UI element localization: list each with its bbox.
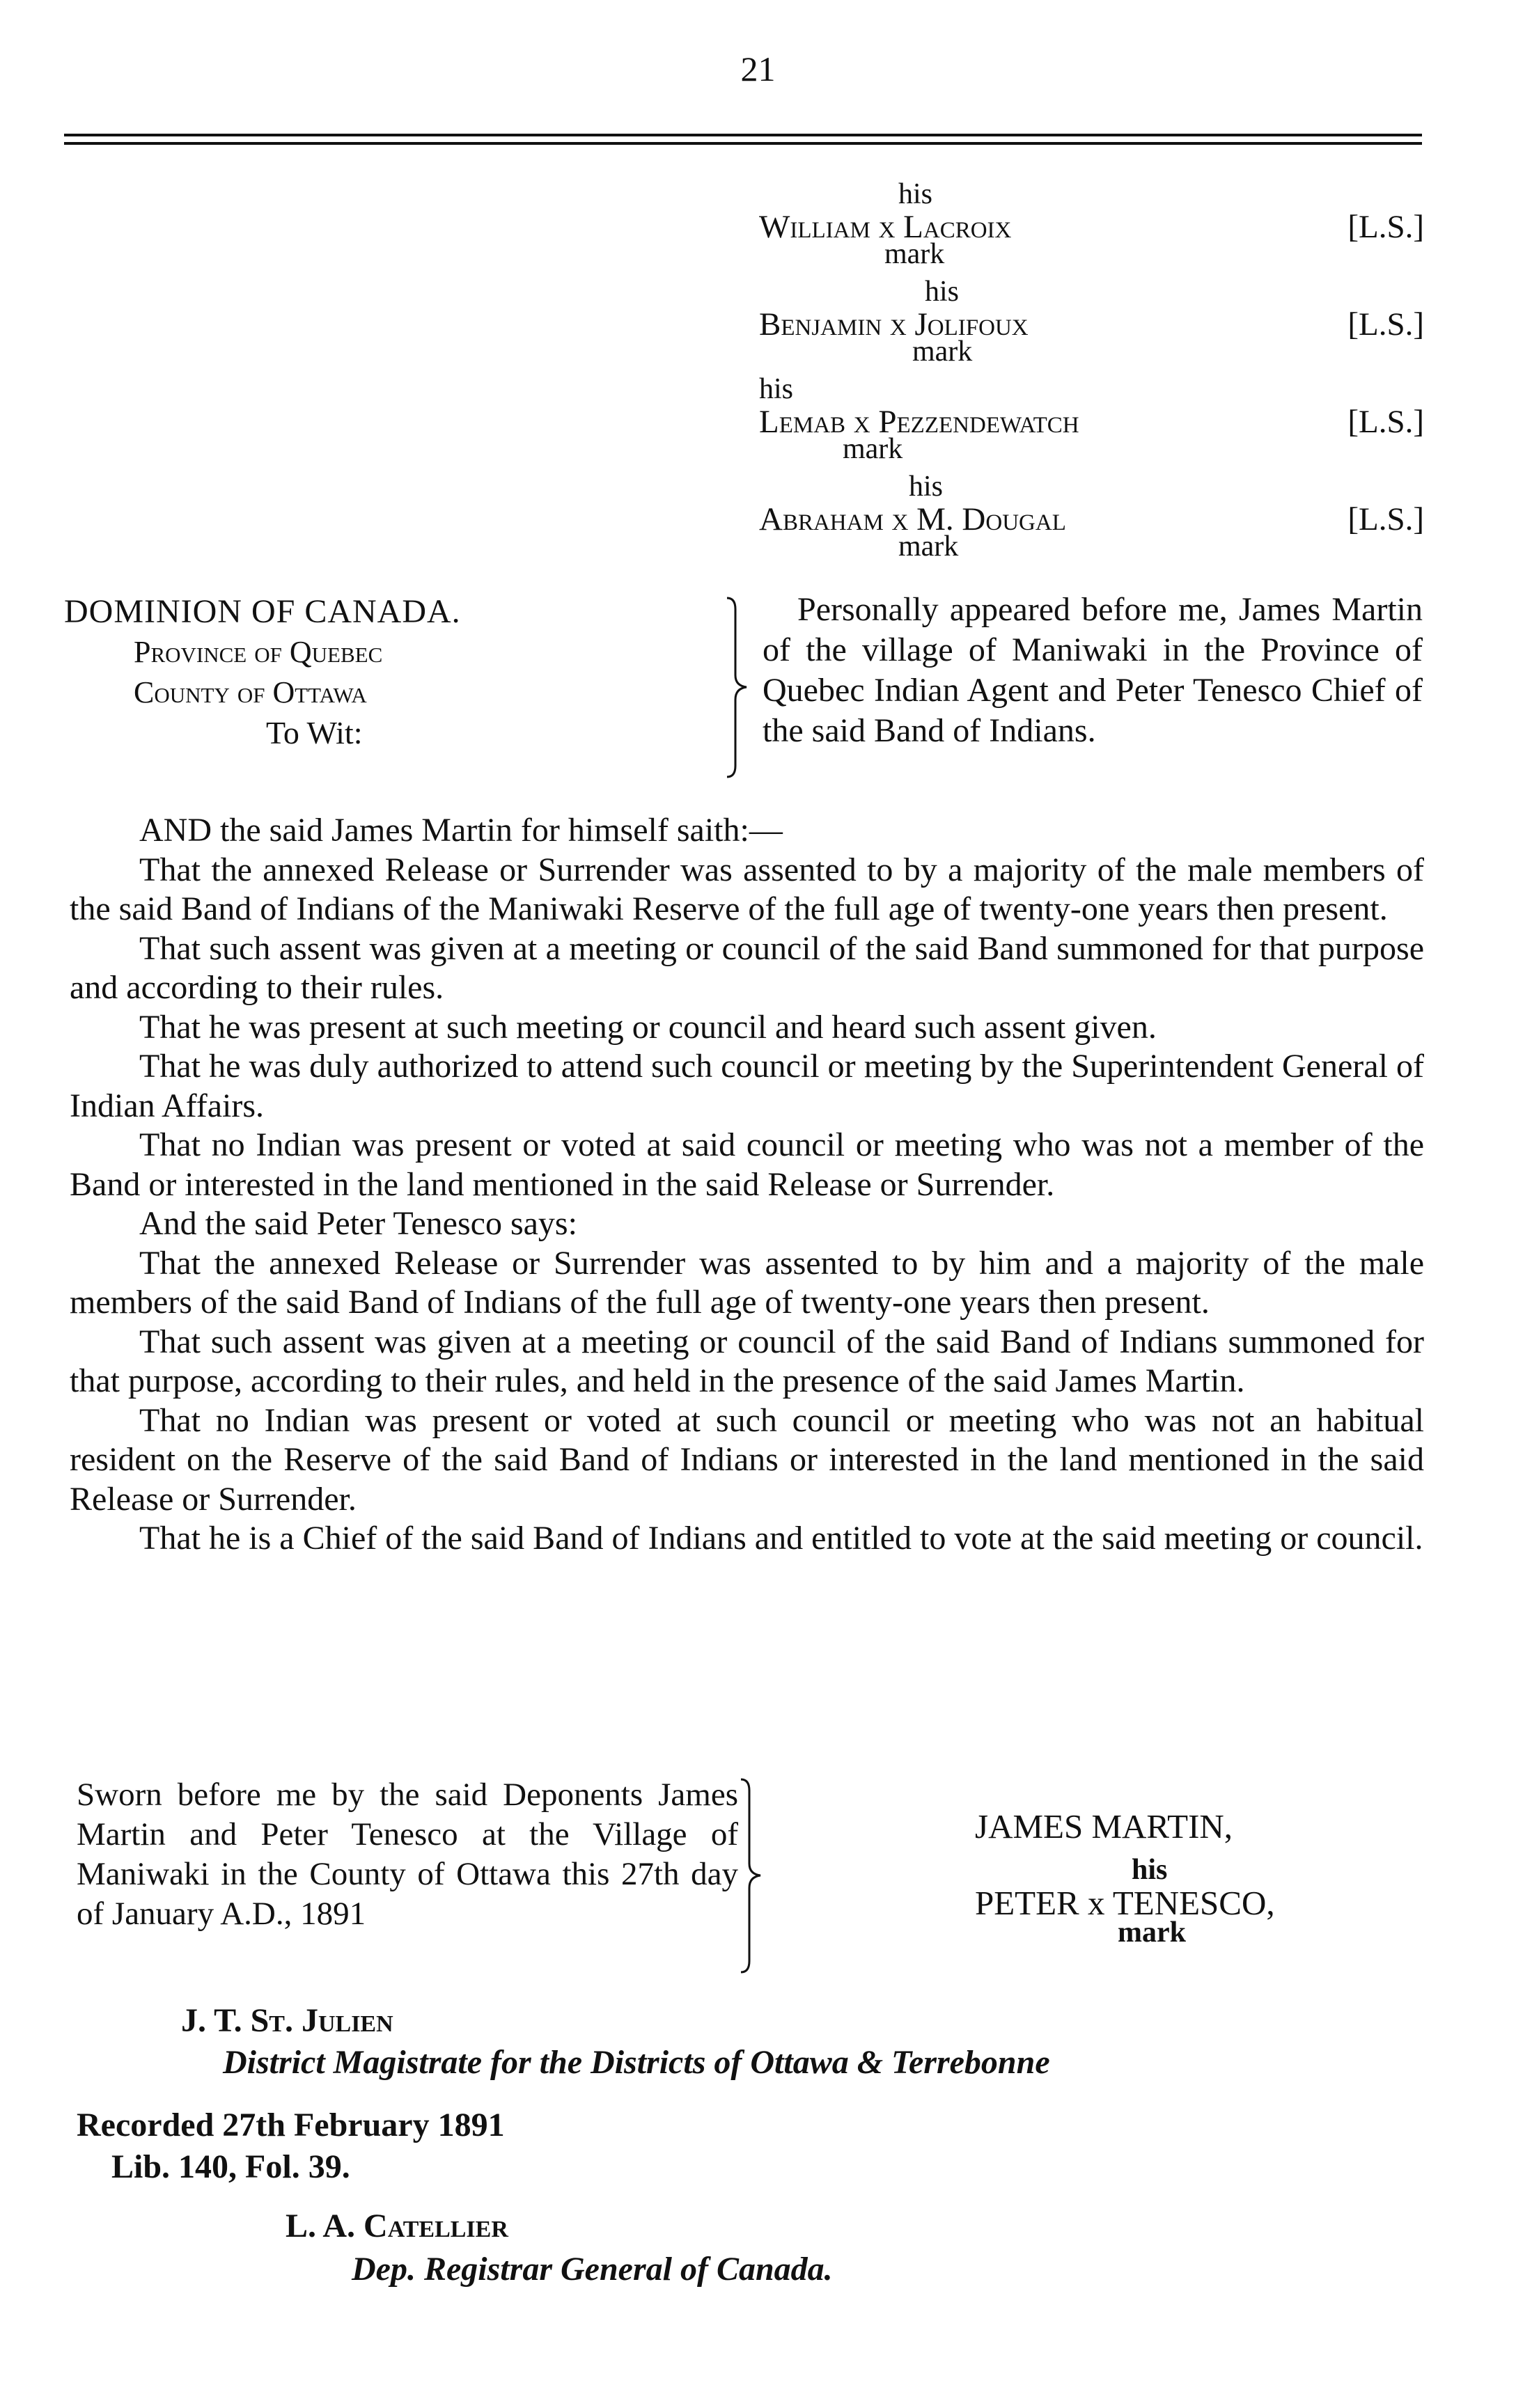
affidavit-body (70, 811, 1424, 1559)
signatory (759, 275, 1424, 372)
paragraph: That he is a Chief of the said Band of Indians and entitled to vote at the said meeting or council. (139, 1520, 1423, 1557)
his-label: his (898, 178, 933, 210)
his-label: his (1132, 1854, 1168, 1886)
seal-label: [L.S.] (1347, 404, 1424, 440)
paragraph: That he was duly authorized to attend such council or meeting by the Superintendent General of Indian Affairs. (70, 1048, 1424, 1124)
county-label: County of Ottawa (134, 675, 367, 709)
signatory (759, 470, 1424, 567)
signatory-list (759, 178, 1424, 567)
mark-label: mark (912, 336, 973, 368)
mark-label: mark (884, 238, 945, 270)
to-wit-label: To Wit: (266, 715, 363, 750)
sworn-statement: Sworn before me by the said Deponents James Martin and Peter Tenesco at the Village of Maniwaki in the County of Ottawa this 27th day of January A.D., 1891 (77, 1777, 738, 1932)
paragraph: That such assent was given at a meeting or council of the said Band of Indians summoned for that purpose, according to their rules, and held in the presence of the said James Martin. (70, 1323, 1424, 1399)
registrar-name: L. A. Catellier (286, 2208, 508, 2244)
paragraph: That such assent was given at a meeting or council of the said Band summoned for that purpose and according to their rules. (70, 929, 1424, 1006)
paragraph: That no Indian was present or voted at such council or meeting who was not an habitual resident on the Reserve of the said Band of Indians or interested in the land mentioned in the said Release or Surrender. (70, 1401, 1424, 1518)
seal-label: [L.S.] (1347, 209, 1424, 245)
paragraph: That the annexed Release or Surrender was assented to by a majority of the male members of the said Band of Indians of the Maniwaki Reserve of the full age of twenty-one years then present. (70, 851, 1424, 927)
magistrate-name: J. T. St. Julien (181, 2002, 393, 2039)
paragraph: That he was present at such meeting or council and heard such assent given. (139, 1008, 1157, 1046)
right-brace-icon (738, 1777, 766, 1975)
jurisdiction-heading (64, 592, 461, 753)
signatory-name: Abraham x M. Dougal (759, 501, 1066, 537)
appearance-statement: Personally appeared before me, James Martin of the village of Maniwaki in the Province of Quebec Indian Agent and Peter Tenesco Chief of the said Band of Indians. (763, 591, 1423, 749)
mark-label: mark (843, 433, 903, 465)
page-number: 21 (740, 49, 776, 88)
signatory (759, 178, 1424, 275)
signatory-name: Lemab x Pezzendewatch (759, 404, 1079, 440)
dominion-label: DOMINION OF CANADA. (64, 593, 461, 630)
paragraph: That the annexed Release or Surrender was assented to by him and a majority of the male members of the said Band of Indians of the full age of twenty-one years then present. (70, 1244, 1424, 1321)
paragraph: AND the said James Martin for himself saith:— (139, 812, 783, 849)
signatory (759, 372, 1424, 470)
signatory-name: Benjamin x Jolifoux (759, 306, 1029, 343)
his-label: his (909, 471, 944, 503)
header-rule-bottom (64, 142, 1422, 145)
signatory-name: William x Lacroix (759, 209, 1012, 245)
seal-label: [L.S.] (1347, 306, 1424, 343)
recorded-reference: Lib. 140, Fol. 39. (111, 2148, 350, 2185)
recorded-date: Recorded 27th February 1891 (77, 2107, 505, 2143)
seal-label: [L.S.] (1347, 501, 1424, 537)
province-label: Province of Quebec (134, 635, 383, 669)
mark-label: mark (898, 530, 959, 562)
his-label: his (925, 276, 960, 308)
right-brace-icon (724, 595, 752, 780)
paragraph: And the said Peter Tenesco says: (139, 1205, 577, 1242)
deponent-peter-tenesco: PETER x TENESCO, (975, 1884, 1275, 1922)
mark-label: mark (1118, 1917, 1186, 1949)
his-label: his (759, 373, 794, 405)
paragraph: That no Indian was present or voted at said council or meeting who was not a member of the Band or interested in the land mentioned in the said Release or Surrender. (70, 1126, 1424, 1203)
magistrate-title: District Magistrate for the Districts of Ottawa & Terrebonne (223, 2044, 1050, 2081)
deponent-james-martin: JAMES MARTIN, (975, 1807, 1233, 1846)
registrar-title: Dep. Registrar General of Canada. (352, 2251, 833, 2288)
header-rule-top (64, 134, 1422, 136)
